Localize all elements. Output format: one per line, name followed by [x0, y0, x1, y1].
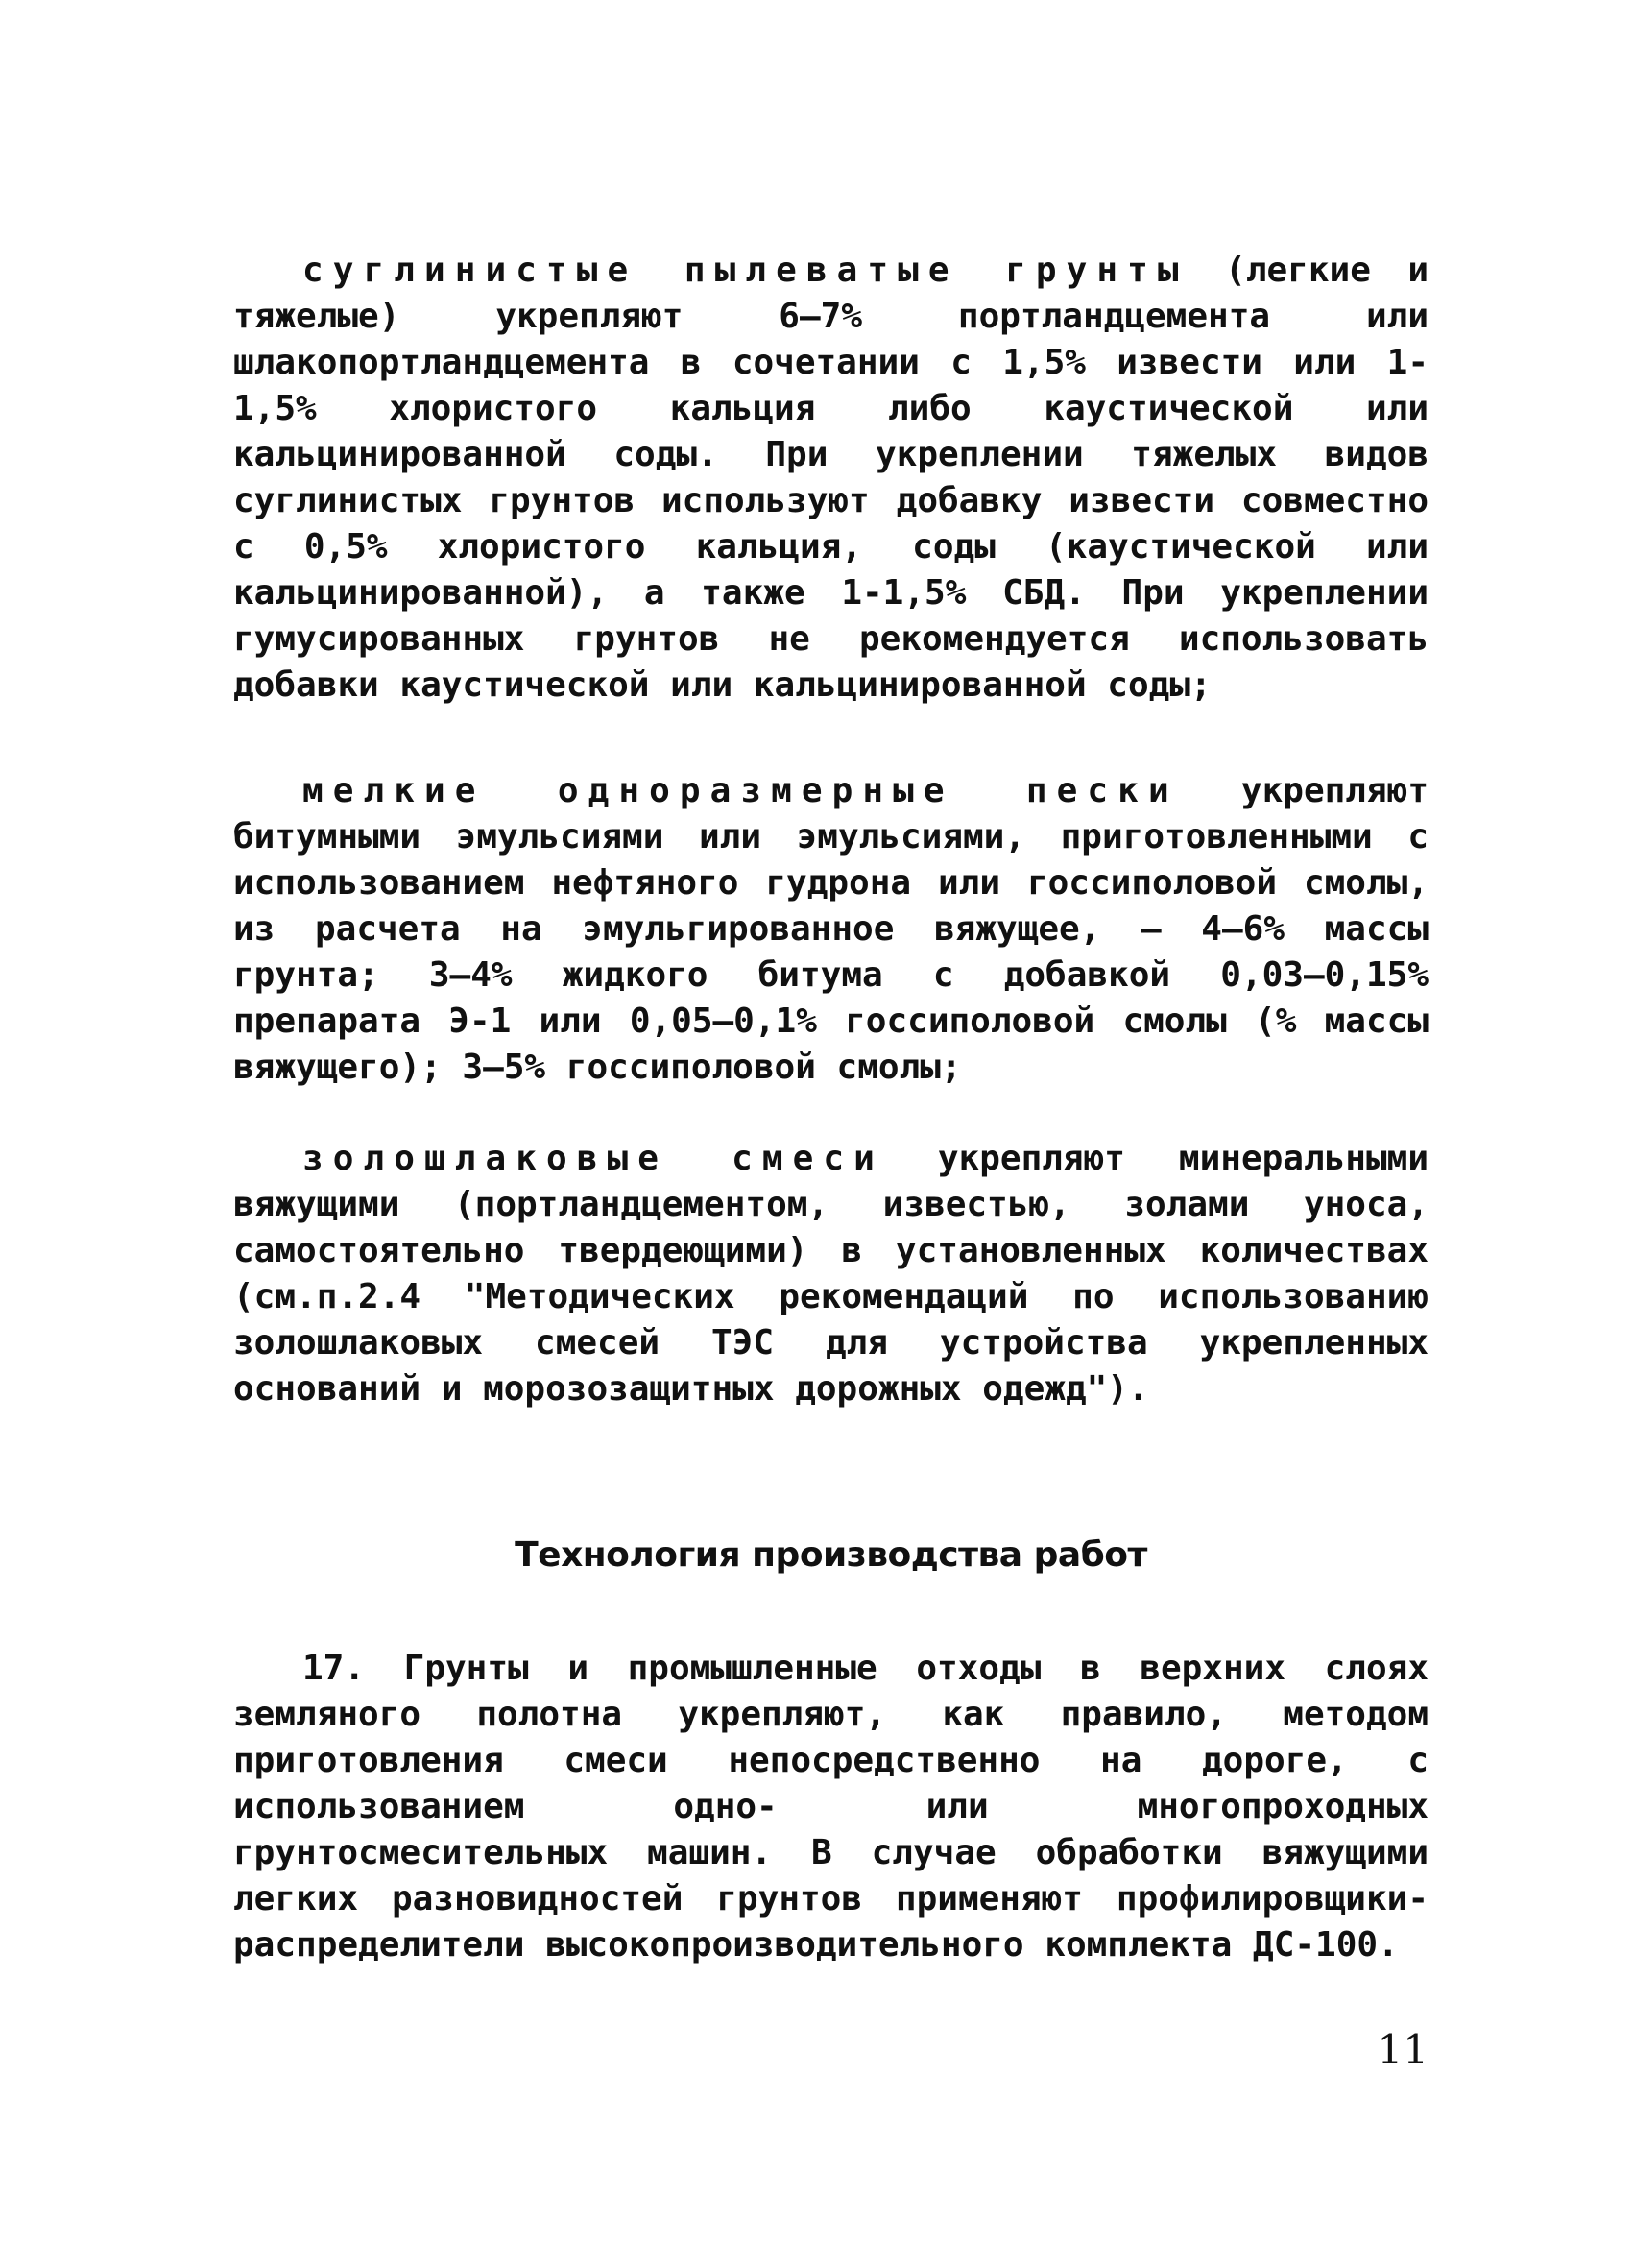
paragraph-text: укрепляют минеральными вяжущими (портландцементом, известью, золами уноса, самостоятельно твердеющими) в установленных количествах (см.п.2.4 "Методических рекомендаций по использованию золошлаковых смесей ТЭС для устройства укрепленных оснований и морозозащитных дорожных одежд"). — [233, 1139, 1429, 1409]
paragraph-text: укрепляют битумными эмульсиями или эмульсиями, приготовленными с использованием нефтяного гудрона или госсиполовой смолы, из расчета на эмульгированное вяжущее, – 4–6% массы грунта; 3–4% жидкого битума с добавкой 0,03–0,15% препарата Э-1 или 0,05–0,1% госсиполовой смолы (% массы вяжущего); 3–5% госсиполовой смолы; — [233, 771, 1429, 1087]
paragraph-17: 17. Грунты и промышленные отходы в верхних слоях земляного полотна укрепляют, как правило, методом приготовления смеси непосредственно на дороге, с использованием одно- или многопроходных грунтосмесительных машин. В случае обработки вяжущими легких разновидностей грунтов применяют профилировщики-распределители высокопроизводительного комплекта ДС-100. — [233, 1649, 1429, 1965]
spaced-lead-term: золошлаковые смеси — [302, 1139, 884, 1178]
paragraph-text: (легкие и тяжелые) укрепляют 6–7% портландцемента или шлакопортландцемента в сочетании с 1,5% извести или 1-1,5% хлористого кальция либо каустической или кальцинированной соды. При укреплении тяжелых видов суглинистых грунтов используют добавку извести совместно с 0,5% хлористого кальция, соды (каустической или кальцинированной), а также 1-1,5% СБД. При укреплении гумусированных грунтов не рекомендуется использовать добавки каустической или кальцинированной соды; — [233, 251, 1429, 705]
spaced-lead-term: суглинистые пылеватые грунты — [302, 251, 1189, 290]
paragraph-ash-slag-mixtures — [233, 1136, 1429, 1412]
paragraph-fine-sands — [233, 768, 1429, 1091]
spaced-lead-term: мелкие одноразмерные пески — [302, 771, 1179, 810]
page-number: 11 — [1377, 2026, 1429, 2073]
paragraph-loamy-soils — [233, 248, 1429, 709]
section-heading: Технология производства работ — [515, 1535, 1147, 1575]
